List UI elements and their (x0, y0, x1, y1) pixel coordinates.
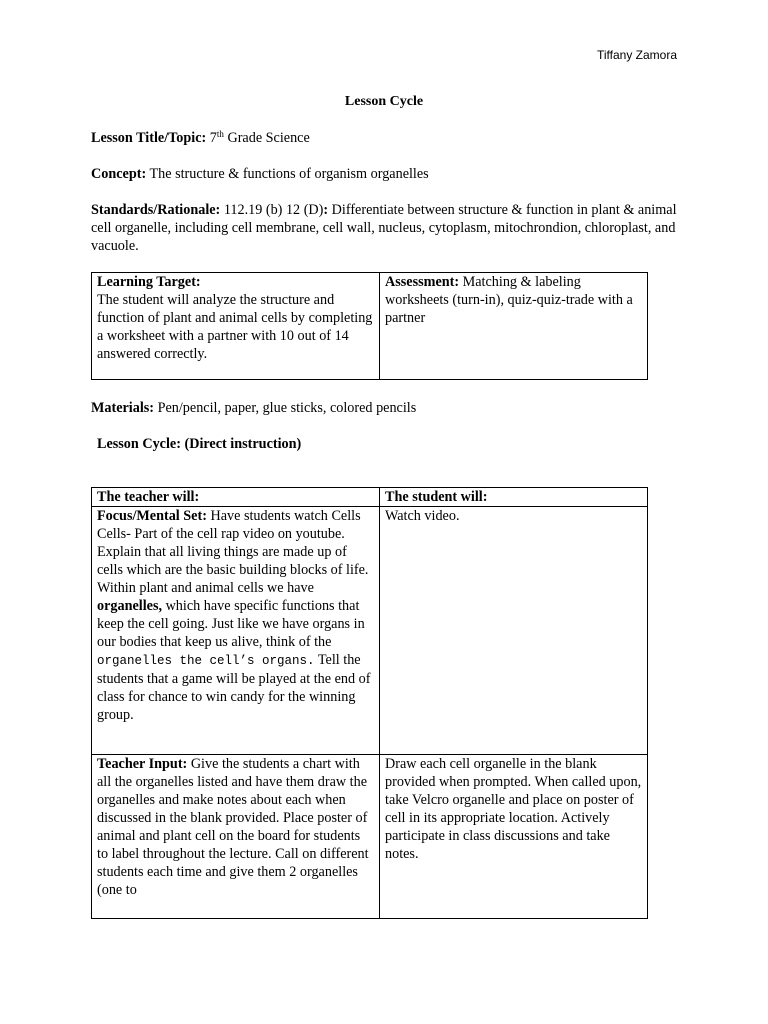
focus-mono: organelles the cell’s organs. (97, 654, 315, 668)
standards-code: 112.19 (b) 12 (D) (223, 202, 324, 218)
lesson-cycle-table (91, 487, 648, 919)
topic-grade-num: 7 (209, 130, 217, 146)
standards (91, 201, 681, 255)
focus-label: Focus/Mental Set: (97, 508, 207, 524)
assessment-cell (380, 273, 648, 380)
input-student-cell (380, 755, 648, 919)
input-text: Give the students a chart with all the organelles listed and have them draw the organelles and make notes about each when discussed in the blank provided. Place poster of animal and plant cell on the board for students to label throughout the lecture. Call on different students each time and give them 2 organelles (one to (97, 756, 369, 898)
input-label: Teacher Input: (97, 756, 188, 772)
standards-text: Differentiate between structure & function in plant & animal cell organelle, including cell membrane, cell wall, nucleus, cytoplasm, mitochrondion, chloroplast, and vacuole. (91, 202, 677, 254)
lesson-cycle-heading: Lesson Cycle: (Direct instruction) (97, 436, 302, 452)
input-teacher-cell (92, 755, 380, 919)
input-student-text: Draw each cell organelle in the blank provided when prompted. When called upon, take Velcro organelle and place on poster of cell in its appropriate location. Actively participate in class discussions and take notes. (385, 756, 642, 862)
focus-text-1: Have students watch Cells Cells- Part of the cell rap video on youtube. Explain that all living things are made up of cells which are the basic building blocks of life. Within plant and animal cells we have (97, 508, 369, 596)
topic-grade-sup: th (216, 129, 224, 139)
learning-target-text: The student will analyze the structure and function of plant and animal cells by completing a worksheet with a partner with 10 out of 14 answered correctly. (97, 292, 373, 362)
teacher-header: The teacher will: (92, 488, 380, 507)
student-header: The student will: (380, 488, 648, 507)
focus-teacher-cell (92, 507, 380, 755)
learning-target-label: Learning Target: (97, 274, 201, 290)
author-name: Tiffany Zamora (596, 48, 677, 62)
topic-label: Lesson Title/Topic: (91, 130, 207, 146)
topic-grade-rest: Grade Science (223, 130, 310, 146)
focus-text-2: which have specific functions that keep the cell going. Just like we have organs in our bodies that keep us alive, think of the (97, 598, 365, 650)
concept-label: Concept: (91, 166, 147, 182)
standards-label: Standards/Rationale: (91, 202, 221, 218)
materials (91, 399, 671, 417)
lesson-topic (91, 129, 671, 147)
focus-bold: organelles, (97, 598, 163, 614)
focus-student-text: Watch video. (385, 508, 460, 524)
focus-student-cell (380, 507, 648, 755)
assessment-text: Matching & labeling worksheets (turn-in), quiz-quiz-trade with a partner (385, 274, 633, 326)
standards-colon: : (323, 202, 329, 218)
concept-text: The structure & functions of organism organelles (149, 166, 429, 182)
materials-text: Pen/pencil, paper, glue sticks, colored pencils (157, 400, 417, 416)
concept (91, 165, 671, 183)
learning-target-table (91, 272, 648, 380)
page-title: Lesson Cycle (344, 94, 424, 109)
learning-target-cell (92, 273, 380, 380)
materials-label: Materials: (91, 400, 155, 416)
focus-text-3: Tell the students that a game will be played at the end of class for chance to win candy for the winning group. (97, 652, 371, 723)
assessment-label: Assessment: (385, 274, 460, 290)
